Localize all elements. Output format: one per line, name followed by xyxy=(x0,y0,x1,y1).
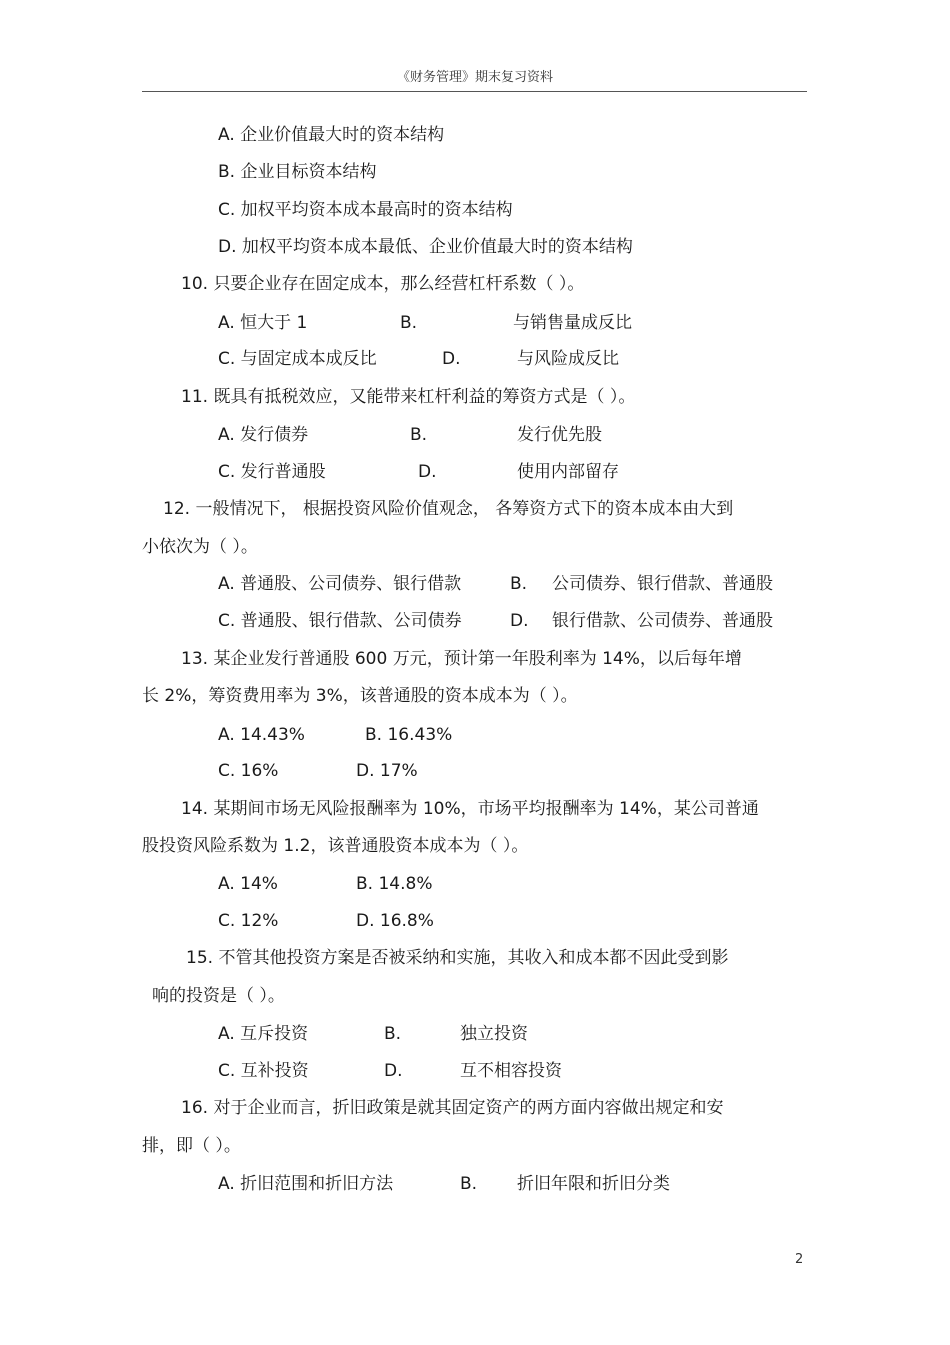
q12-stem-line1: 12. 一般情况下， 根据投资风险价值观念， 各筹资方式下的资本成本由大到 xyxy=(163,499,734,519)
q13-option-a: A. 14.43% xyxy=(218,725,305,745)
q14-stem-line1: 14. 某期间市场无风险报酬率为 10%，市场平均报酬率为 14%，某公司普通 xyxy=(181,799,759,819)
q10-option-a: A. 恒大于 1 xyxy=(218,313,308,333)
q14-option-c: C. 12% xyxy=(218,911,279,931)
q12-option-d-letter: D. xyxy=(510,611,529,631)
q11-option-b-letter: B. xyxy=(410,425,428,445)
q15-stem-line2: 响的投资是（ ）。 xyxy=(152,986,285,1006)
q14-option-a: A. 14% xyxy=(218,874,278,894)
q16-option-b-text: 折旧年限和折旧分类 xyxy=(517,1174,670,1194)
q10-option-c: C. 与固定成本成反比 xyxy=(218,349,377,369)
q15-option-d-letter: D. xyxy=(384,1061,403,1081)
q15-option-c: C. 互补投资 xyxy=(218,1061,309,1081)
q13-option-d: D. 17% xyxy=(356,761,418,781)
q10-option-d-text: 与风险成反比 xyxy=(517,349,619,369)
q16-option-b-letter: B. xyxy=(460,1174,478,1194)
q9-option-d: D. 加权平均资本成本最低、企业价值最大时的资本结构 xyxy=(218,237,633,257)
page-header: 《财务管理》期末复习资料 xyxy=(396,70,553,85)
q14-stem-line2: 股投资风险系数为 1.2，该普通股资本成本为（ ）。 xyxy=(142,836,529,856)
q12-stem-line2: 小依次为（ ）。 xyxy=(142,537,258,557)
q15-stem-line1: 15. 不管其他投资方案是否被采纳和实施，其收入和成本都不因此受到影 xyxy=(186,948,729,968)
q13-stem-line1: 13. 某企业发行普通股 600 万元，预计第一年股利率为 14%，以后每年增 xyxy=(181,649,742,669)
q13-option-c: C. 16% xyxy=(218,761,279,781)
q16-stem-line2: 排，即（ ）。 xyxy=(142,1136,241,1156)
q15-option-b-text: 独立投资 xyxy=(460,1024,528,1044)
q15-option-b-letter: B. xyxy=(384,1024,402,1044)
q9-option-c: C. 加权平均资本成本最高时的资本结构 xyxy=(218,200,513,220)
q13-option-b: B. 16.43% xyxy=(365,725,453,745)
q10-option-b-letter: B. xyxy=(400,313,418,333)
q11-option-c: C. 发行普通股 xyxy=(218,462,326,482)
header-rule xyxy=(142,91,807,92)
q15-option-d-text: 互不相容投资 xyxy=(460,1061,562,1081)
q13-stem-line2: 长 2%，筹资费用率为 3%，该普通股的资本成本为（ ）。 xyxy=(142,686,578,706)
q11-option-d-letter: D. xyxy=(418,462,437,482)
q12-option-b-letter: B. xyxy=(510,574,528,594)
q14-option-b: B. 14.8% xyxy=(356,874,433,894)
q16-option-a: A. 折旧范围和折旧方法 xyxy=(218,1174,394,1194)
q11-option-d-text: 使用内部留存 xyxy=(517,462,619,482)
q12-option-c: C. 普通股、银行借款、公司债券 xyxy=(218,611,462,631)
q9-option-a: A. 企业价值最大时的资本结构 xyxy=(218,125,445,145)
q16-stem-line1: 16. 对于企业而言，折旧政策是就其固定资产的两方面内容做出规定和安 xyxy=(181,1098,724,1118)
q10-option-d-letter: D. xyxy=(442,349,461,369)
q15-option-a: A. 互斥投资 xyxy=(218,1024,309,1044)
q10-option-b-text: 与销售量成反比 xyxy=(513,313,632,333)
q12-option-d-text: 银行借款、公司债券、普通股 xyxy=(552,611,773,631)
q11-stem: 11. 既具有抵税效应，又能带来杠杆利益的筹资方式是（ ）。 xyxy=(181,387,636,407)
q11-option-b-text: 发行优先股 xyxy=(517,425,602,445)
q11-option-a: A. 发行债券 xyxy=(218,425,309,445)
q9-option-b: B. 企业目标资本结构 xyxy=(218,162,377,182)
q12-option-a: A. 普通股、公司债券、银行借款 xyxy=(218,574,462,594)
q10-stem: 10. 只要企业存在固定成本，那么经营杠杆系数（ ）。 xyxy=(181,274,585,294)
q12-option-b-text: 公司债券、银行借款、普通股 xyxy=(552,574,773,594)
page-number: 2 xyxy=(795,1252,804,1267)
q14-option-d: D. 16.8% xyxy=(356,911,434,931)
